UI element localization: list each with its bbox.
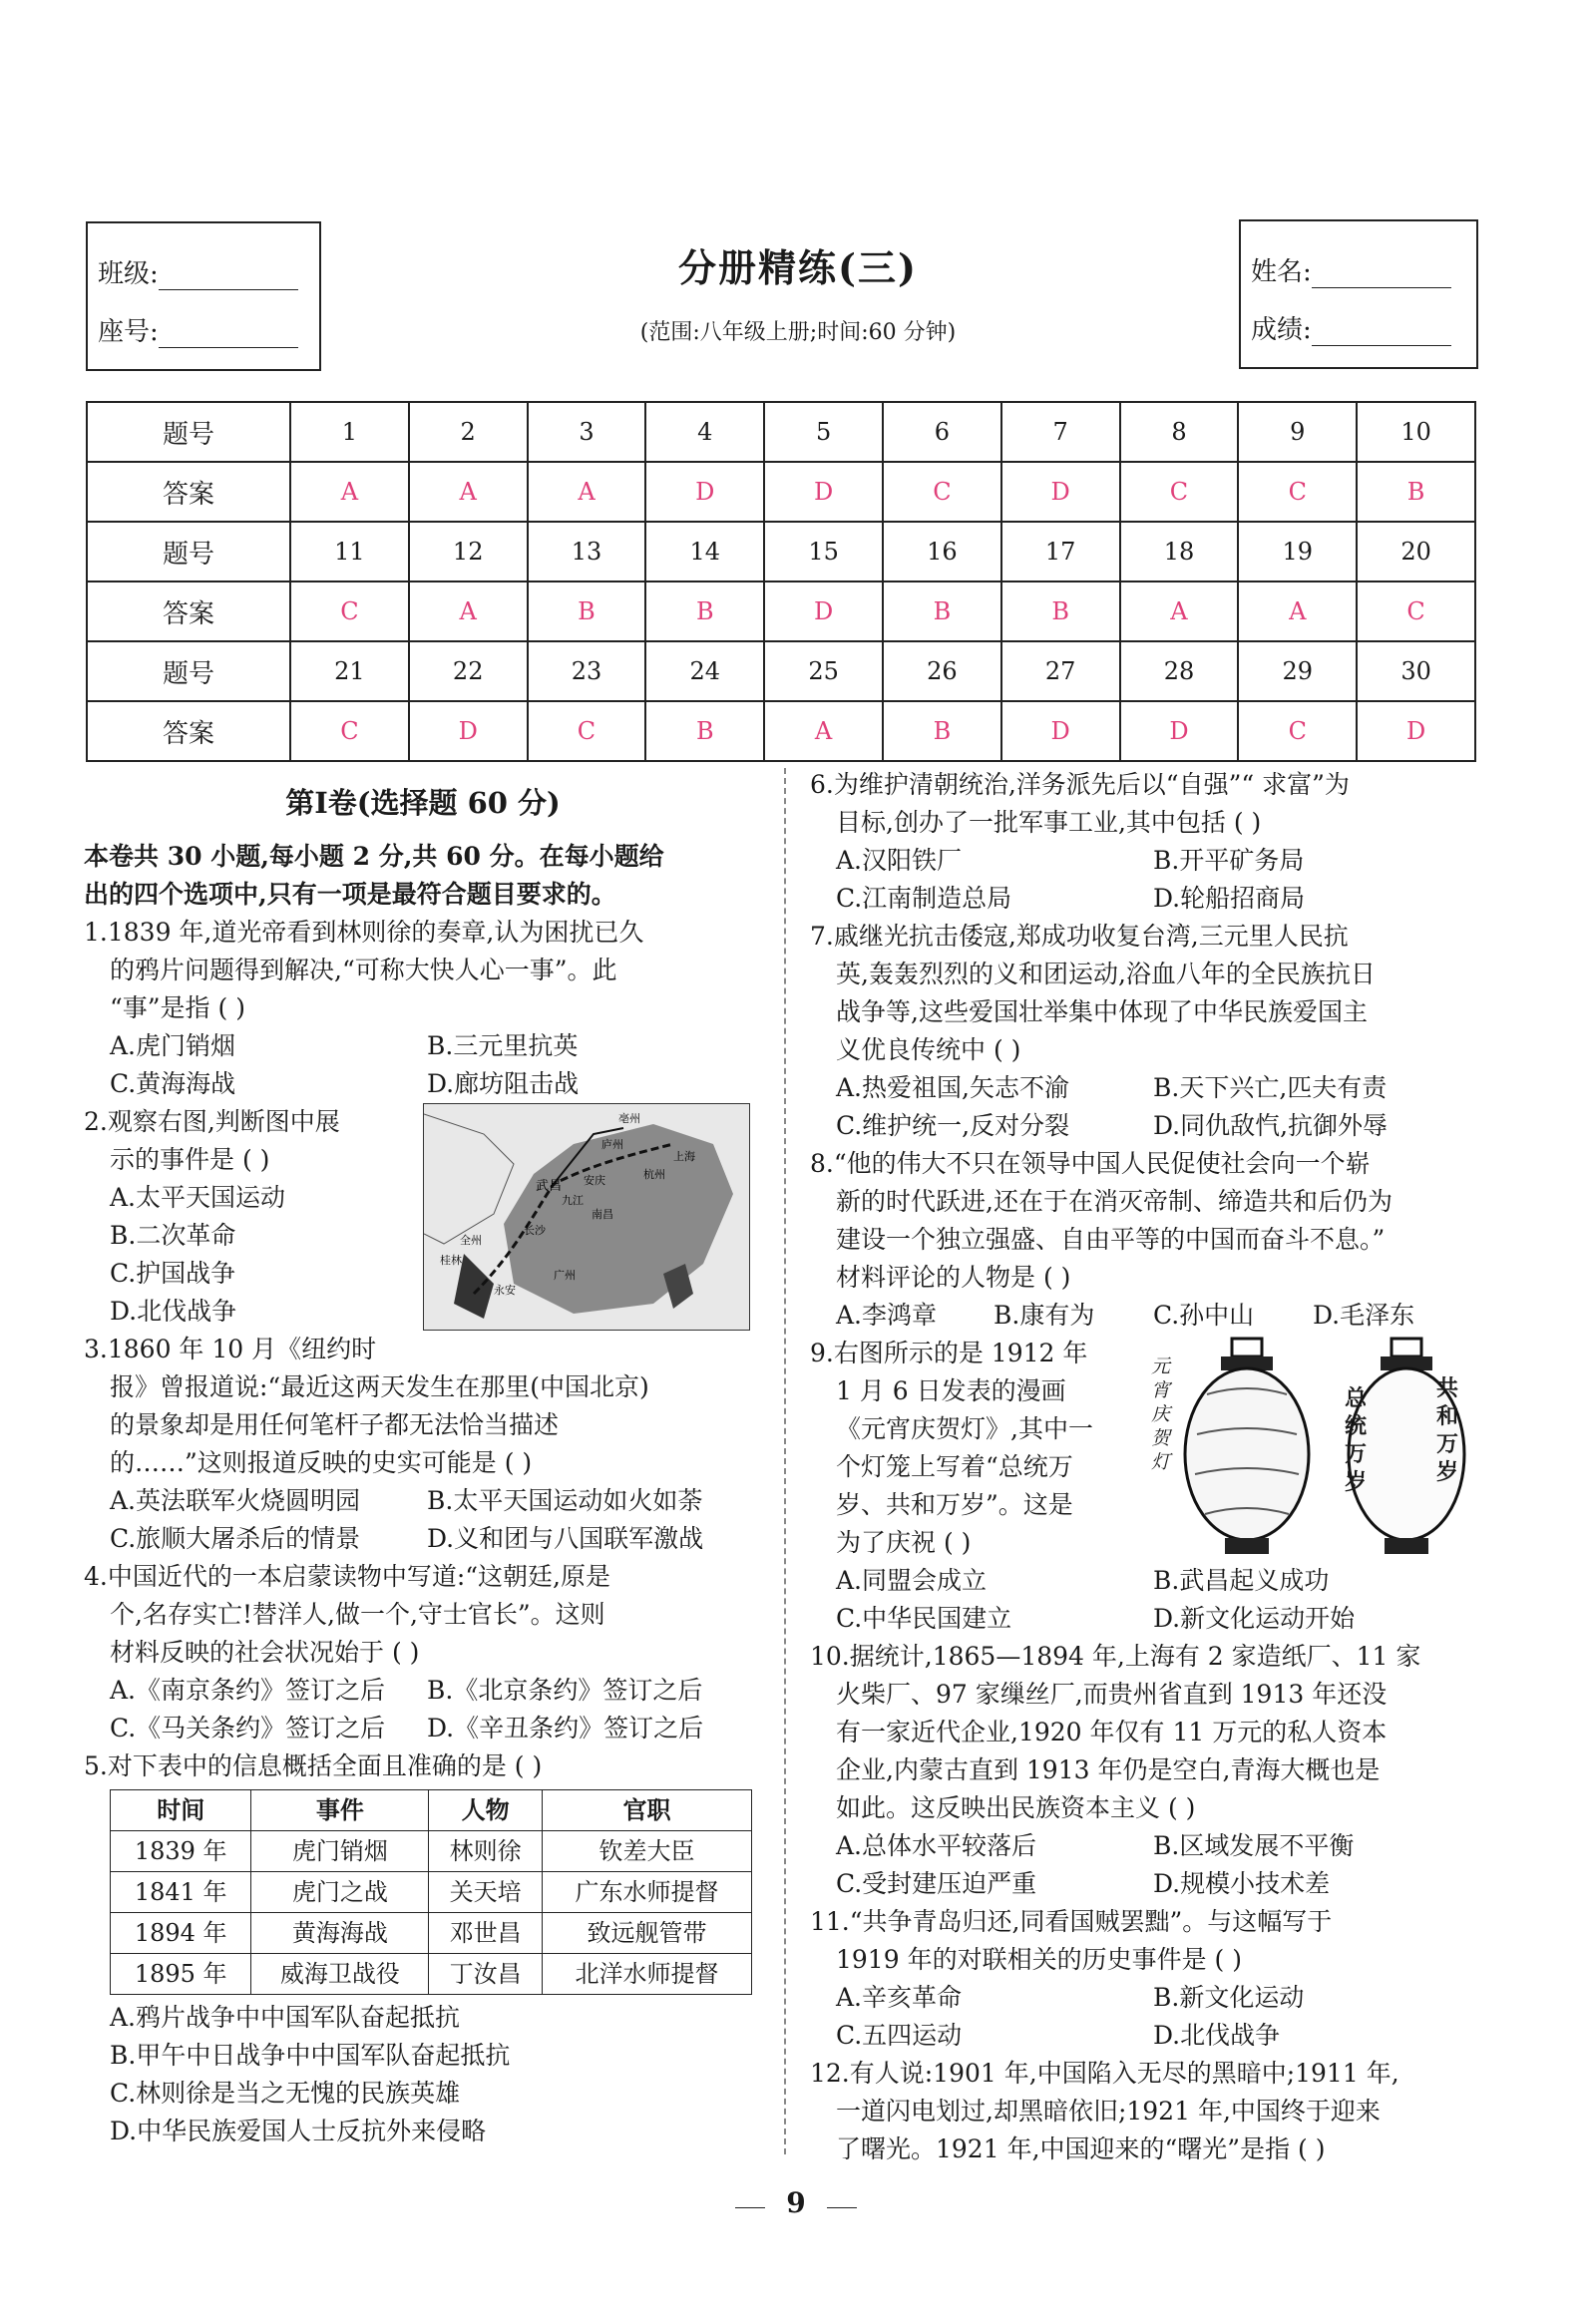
q5-cell: 林则徐: [429, 1831, 543, 1872]
table-row: [87, 701, 1475, 761]
q9-option-d[interactable]: D.新文化运动开始: [1153, 1604, 1356, 1633]
q3-option-c[interactable]: C.旅顺大屠杀后的情景: [110, 1524, 361, 1553]
answer-cell: A: [1238, 581, 1357, 641]
map-label: 安庆: [584, 1174, 605, 1187]
question-3: [84, 1331, 762, 1558]
lantern-cartoon: [1147, 1335, 1476, 1560]
name-input-line[interactable]: [1312, 257, 1451, 288]
row-label-question-number: 题号: [87, 522, 290, 581]
answer-cell: A: [764, 701, 883, 761]
answer-cell: B: [645, 701, 764, 761]
question-number-cell: 28: [1120, 641, 1239, 701]
map-label: 长沙: [524, 1224, 546, 1237]
section-title: 第Ⅰ卷(选择题 60 分): [285, 786, 561, 820]
q5-line: 5.对下表中的信息概括全面且准确的是 ( ): [84, 1751, 543, 1780]
q7-option-c[interactable]: C.维护统一,反对分裂: [836, 1111, 1070, 1140]
answer-cell: C: [290, 581, 409, 641]
question-2: [84, 1103, 762, 1331]
q5-option-d[interactable]: D.中华民族爱国人士反抗外来侵略: [110, 2117, 487, 2145]
question-number-cell: 16: [883, 522, 1001, 581]
q8-line: 8.“他的伟大不只在领导中国人民促使社会向一个崭: [810, 1149, 1371, 1178]
q12-line: 一道闪电划过,却黑暗依旧;1921 年,中国终于迎来: [836, 2097, 1381, 2126]
q5-cell: 1841 年: [111, 1872, 251, 1913]
answer-cell: A: [528, 462, 646, 522]
question-number-cell: 10: [1357, 402, 1475, 462]
q10-option-a[interactable]: A.总体水平较落后: [836, 1831, 1037, 1860]
question-number-cell: 12: [409, 522, 528, 581]
answer-cell: C: [1357, 581, 1475, 641]
q9-line: 9.右图所示的是 1912 年: [810, 1339, 1088, 1367]
answer-cell: A: [409, 581, 528, 641]
q3-option-b[interactable]: B.太平天国运动如火如荼: [427, 1486, 703, 1515]
q7-line: 义优良传统中 ( ): [836, 1035, 1021, 1064]
answer-cell: C: [1120, 462, 1239, 522]
q5-cell: 1839 年: [111, 1831, 251, 1872]
name-field[interactable]: [1251, 251, 1451, 288]
q4-option-d[interactable]: D.《辛丑条约》签订之后: [427, 1714, 704, 1743]
q11-option-c[interactable]: C.五四运动: [836, 2021, 963, 2050]
q12-line: 12.有人说:1901 年,中国陷入无尽的黑暗中;1911 年,: [810, 2059, 1399, 2088]
q1-option-b[interactable]: B.三元里抗英: [427, 1031, 579, 1060]
question-number-cell: 24: [645, 641, 764, 701]
question-number-cell: 9: [1238, 402, 1357, 462]
q7-option-d[interactable]: D.同仇敌忾,抗御外辱: [1153, 1111, 1389, 1140]
q6-option-d[interactable]: D.轮船招商局: [1153, 884, 1306, 913]
map-label: 上海: [673, 1150, 695, 1163]
answer-cell: C: [883, 462, 1001, 522]
q11-option-a[interactable]: A.辛亥革命: [836, 1983, 963, 2012]
answer-cell: B: [1357, 462, 1475, 522]
answer-cell: D: [1001, 701, 1120, 761]
q5-cell: 邓世昌: [429, 1913, 543, 1954]
question-6: [810, 766, 1488, 918]
map-label: 永安: [494, 1284, 516, 1297]
question-number-cell: 13: [528, 522, 646, 581]
q5-cell: 致远舰管带: [542, 1913, 751, 1954]
q12-line: 了曙光。1921 年,中国迎来的“曙光”是指 ( ): [836, 2134, 1326, 2163]
q6-option-b[interactable]: B.开平矿务局: [1153, 846, 1305, 875]
row-label-answer: 答案: [87, 701, 290, 761]
answer-cell: B: [645, 581, 764, 641]
q6-line: 目标,创办了一批军事工业,其中包括 ( ): [836, 808, 1262, 837]
q2-option-c[interactable]: C.护国战争: [110, 1259, 236, 1288]
q10-line: 有一家近代企业,1920 年仅有 11 万元的私人资本: [836, 1718, 1388, 1746]
seat-label: 座号:: [98, 317, 159, 347]
q5-info-table: [110, 1789, 752, 1995]
answer-table: [86, 401, 1476, 762]
question-number-cell: 11: [290, 522, 409, 581]
q5-cell: 北洋水师提督: [542, 1954, 751, 1995]
q5-table-header: 事件: [251, 1790, 429, 1831]
question-8: [810, 1145, 1488, 1335]
q5-table-header: 时间: [111, 1790, 251, 1831]
answer-cell: D: [1357, 701, 1475, 761]
section-intro-1: 本卷共 30 小题,每小题 2 分,共 60 分。在每小题给: [84, 842, 664, 871]
cartoon-caption: 元宵庆贺灯: [1151, 1356, 1171, 1473]
q5-table-header: 官职: [542, 1790, 751, 1831]
q7-line: 英,轰轰烈烈的义和团运动,浴血八年的全民族抗日: [836, 960, 1376, 988]
table-row: [87, 462, 1475, 522]
q1-line: 的鸦片问题得到解决,“可称大快人心一事”。此: [110, 956, 617, 984]
q8-line: 建设一个独立强盛、自由平等的中国而奋斗不息。”: [836, 1225, 1386, 1254]
question-11: [810, 1903, 1488, 2055]
q10-line: 企业,内蒙古直到 1913 年仍是空白,青海大概也是: [836, 1755, 1381, 1784]
q5-cell: 关天培: [429, 1872, 543, 1913]
q10-option-d[interactable]: D.规模小技术差: [1153, 1869, 1331, 1898]
q9-line: 岁、共和万岁”。这是: [836, 1490, 1073, 1519]
answer-cell: B: [528, 581, 646, 641]
q8-option-c[interactable]: C.孙中山: [1153, 1301, 1255, 1330]
section-intro-2: 出的四个选项中,只有一项是最符合题目要求的。: [84, 880, 616, 909]
q10-option-c[interactable]: C.受封建压迫严重: [836, 1869, 1037, 1898]
table-row: [87, 581, 1475, 641]
map-label: 武昌: [536, 1179, 563, 1194]
answer-cell: D: [645, 462, 764, 522]
q11-line: 11.“共争青岛归还,同看国贼罢黜”。与这幅写于: [810, 1907, 1333, 1936]
q5-option-a[interactable]: A.鸦片战争中中国军队奋起抵抗: [110, 2003, 461, 2032]
answer-cell: C: [1238, 701, 1357, 761]
question-number-cell: 18: [1120, 522, 1239, 581]
question-number-cell: 2: [409, 402, 528, 462]
answer-cell: D: [764, 462, 883, 522]
q9-line: 《元宵庆贺灯》,其中一: [836, 1414, 1093, 1443]
question-5: [84, 1747, 762, 2150]
table-row: [111, 1913, 752, 1954]
answer-cell: A: [1120, 581, 1239, 641]
question-number-cell: 6: [883, 402, 1001, 462]
q9-option-b[interactable]: B.武昌起义成功: [1153, 1566, 1330, 1595]
table-row: [87, 522, 1475, 581]
q10-line: 如此。这反映出民族资本主义 ( ): [836, 1793, 1196, 1822]
table-row: [111, 1872, 752, 1913]
question-number-cell: 15: [764, 522, 883, 581]
q10-line: 火柴厂、97 家缫丝厂,而贵州省直到 1913 年还没: [836, 1680, 1388, 1709]
q2-line: 2.观察右图,判断图中展: [84, 1107, 340, 1136]
map-label: 亳州: [618, 1112, 640, 1125]
score-label: 成绩:: [1251, 315, 1312, 345]
q3-line: 报》曾报道说:“最近这两天发生在那里(中国北京): [110, 1372, 649, 1401]
footer-dash: [827, 2207, 857, 2208]
answer-cell: C: [1238, 462, 1357, 522]
q3-line: 的……”这则报道反映的史实可能是 ( ): [110, 1448, 533, 1477]
table-row: [87, 641, 1475, 701]
q9-line: 1 月 6 日发表的漫画: [836, 1376, 1066, 1405]
table-row: [111, 1831, 752, 1872]
map-label: 九江: [562, 1194, 584, 1207]
q4-option-b[interactable]: B.《北京条约》签订之后: [427, 1676, 703, 1705]
question-number-cell: 30: [1357, 641, 1475, 701]
q8-line: 新的时代跃进,还在于在消灭帝制、缔造共和后仍为: [836, 1187, 1393, 1216]
question-number-cell: 3: [528, 402, 646, 462]
seat-field[interactable]: [98, 311, 298, 348]
q7-line: 7.戚继光抗击倭寇,郑成功收复台湾,三元里人民抗: [810, 922, 1349, 951]
q9-option-c[interactable]: C.中华民国建立: [836, 1604, 1012, 1633]
page-footer: [0, 2186, 1592, 2219]
q8-option-b[interactable]: B.康有为: [994, 1301, 1095, 1330]
answer-cell: C: [528, 701, 646, 761]
q2-line: 示的事件是 ( ): [110, 1145, 270, 1174]
map-label: 全州: [460, 1234, 482, 1247]
q3-line: 3.1860 年 10 月《纽约时: [84, 1335, 377, 1363]
answer-cell: D: [1120, 701, 1239, 761]
q4-line: 个,名存实亡!替洋人,做一个,守士官长”。这则: [110, 1600, 605, 1629]
question-number-cell: 8: [1120, 402, 1239, 462]
row-label-question-number: 题号: [87, 402, 290, 462]
question-9: [810, 1335, 1488, 1638]
q8-option-a[interactable]: A.李鸿章: [836, 1301, 938, 1330]
q3-option-a[interactable]: A.英法联军火烧圆明园: [110, 1486, 361, 1515]
answer-cell: D: [1001, 462, 1120, 522]
q4-option-c[interactable]: C.《马关条约》签订之后: [110, 1714, 386, 1743]
answer-cell: A: [290, 462, 409, 522]
question-number-cell: 4: [645, 402, 764, 462]
score-input-line[interactable]: [1312, 315, 1451, 346]
answer-cell: D: [409, 701, 528, 761]
question-number-cell: 17: [1001, 522, 1120, 581]
q6-option-a[interactable]: A.汉阳铁厂: [836, 846, 963, 875]
map-label: 庐州: [601, 1138, 623, 1151]
question-number-cell: 25: [764, 641, 883, 701]
q7-line: 战争等,这些爱国壮举集中体现了中华民族爱国主: [836, 997, 1368, 1026]
q2-option-a[interactable]: A.太平天国运动: [110, 1183, 286, 1212]
q10-line: 10.据统计,1865—1894 年,上海有 2 家造纸厂、11 家: [810, 1642, 1421, 1671]
lantern-right-text: 共和万岁: [1436, 1375, 1459, 1485]
question-number-cell: 5: [764, 402, 883, 462]
question-7: [810, 918, 1488, 1145]
class-label: 班级:: [98, 259, 159, 289]
table-row: [111, 1954, 752, 1995]
question-number-cell: 22: [409, 641, 528, 701]
q11-line: 1919 年的对联相关的历史事件是 ( ): [836, 1945, 1242, 1974]
q1-option-c[interactable]: C.黄海海战: [110, 1069, 236, 1098]
q3-option-d[interactable]: D.义和团与八国联军激战: [427, 1524, 704, 1553]
q1-option-a[interactable]: A.虎门销烟: [110, 1031, 236, 1060]
question-number-cell: 19: [1238, 522, 1357, 581]
q5-option-b[interactable]: B.甲午中日战争中中国军队奋起抵抗: [110, 2041, 511, 2070]
question-1: [84, 914, 762, 1103]
question-number-cell: 21: [290, 641, 409, 701]
table-row: [87, 402, 1475, 462]
page-number: 9: [786, 2186, 806, 2219]
map-label: 广州: [554, 1269, 576, 1282]
question-number-cell: 20: [1357, 522, 1475, 581]
right-column: [810, 766, 1488, 2168]
name-score-box: [1239, 219, 1478, 369]
map-label: 杭州: [643, 1168, 665, 1181]
q5-cell: 黄海海战: [251, 1913, 429, 1954]
q5-cell: 虎门销烟: [251, 1831, 429, 1872]
q1-line: “事”是指 ( ): [110, 993, 245, 1022]
class-input-line[interactable]: [159, 259, 298, 290]
question-4: [84, 1558, 762, 1747]
q11-option-b[interactable]: B.新文化运动: [1153, 1983, 1305, 2012]
q9-option-a[interactable]: A.同盟会成立: [836, 1566, 988, 1595]
answer-cell: D: [764, 581, 883, 641]
score-field[interactable]: [1251, 309, 1451, 346]
q6-line: 6.为维护清朝统治,洋务派先后以“自强”“ 求富”为: [810, 770, 1350, 799]
left-column: [84, 784, 762, 2150]
q4-line: 材料反映的社会状况始于 ( ): [110, 1638, 420, 1667]
q9-line: 个灯笼上写着“总统万: [836, 1452, 1073, 1481]
class-seat-box: [86, 221, 321, 371]
q10-option-b[interactable]: B.区域发展不平衡: [1153, 1831, 1355, 1860]
q1-line: 1.1839 年,道光帝看到林则徐的奏章,认为困扰已久: [84, 918, 644, 947]
question-number-cell: 23: [528, 641, 646, 701]
question-number-cell: 7: [1001, 402, 1120, 462]
page-subtitle: (范围:八年级上册;时间:60 分钟): [639, 320, 957, 345]
q4-line: 4.中国近代的一本启蒙读物中写道:“这朝廷,原是: [84, 1562, 611, 1591]
question-number-cell: 26: [883, 641, 1001, 701]
row-label-question-number: 题号: [87, 641, 290, 701]
lantern-left-icon: [1177, 1335, 1317, 1560]
q5-cell: 威海卫战役: [251, 1954, 429, 1995]
q7-option-a[interactable]: A.热爱祖国,矢志不渝: [836, 1073, 1069, 1102]
q3-line: 的景象却是用任何笔杆子都无法恰当描述: [110, 1410, 560, 1439]
answer-cell: B: [883, 581, 1001, 641]
lantern-left-text: 总统万岁: [1345, 1385, 1368, 1495]
q4-option-a[interactable]: A.《南京条约》签订之后: [110, 1676, 386, 1705]
q5-cell: 1895 年: [111, 1954, 251, 1995]
map-label: 南昌: [592, 1208, 613, 1221]
footer-dash: [735, 2207, 765, 2208]
page-title: 分册精练(三): [678, 245, 918, 290]
answer-cell: A: [409, 462, 528, 522]
answer-cell: B: [883, 701, 1001, 761]
question-number-cell: 29: [1238, 641, 1357, 701]
q5-cell: 钦差大臣: [542, 1831, 751, 1872]
q7-option-b[interactable]: B.天下兴亡,匹夫有责: [1153, 1073, 1388, 1102]
name-label: 姓名:: [1251, 257, 1312, 287]
q6-option-c[interactable]: C.江南制造总局: [836, 884, 1012, 913]
row-label-answer: 答案: [87, 462, 290, 522]
question-number-cell: 1: [290, 402, 409, 462]
q5-cell: 丁汝昌: [429, 1954, 543, 1995]
map-label: 桂林: [440, 1254, 462, 1267]
q5-cell: 广东水师提督: [542, 1872, 751, 1913]
column-divider: [784, 768, 786, 2154]
question-10: [810, 1638, 1488, 1903]
q8-line: 材料评论的人物是 ( ): [836, 1263, 1071, 1292]
seat-input-line[interactable]: [159, 317, 298, 348]
question-12: [810, 2055, 1488, 2168]
q5-table-header: 人物: [429, 1790, 543, 1831]
q5-cell: 虎门之战: [251, 1872, 429, 1913]
q11-option-d[interactable]: D.北伐战争: [1153, 2021, 1281, 2050]
q8-option-d[interactable]: D.毛泽东: [1313, 1301, 1415, 1330]
q5-cell: 1894 年: [111, 1913, 251, 1954]
q9-line: 为了庆祝 ( ): [836, 1528, 972, 1557]
q5-option-c[interactable]: C.林则徐是当之无愧的民族英雄: [110, 2079, 461, 2108]
answer-cell: C: [290, 701, 409, 761]
row-label-answer: 答案: [87, 581, 290, 641]
answer-cell: B: [1001, 581, 1120, 641]
taiping-route-map: [423, 1103, 750, 1331]
question-number-cell: 14: [645, 522, 764, 581]
question-number-cell: 27: [1001, 641, 1120, 701]
class-field[interactable]: [98, 253, 298, 290]
q2-option-b[interactable]: B.二次革命: [110, 1221, 236, 1250]
q1-option-d[interactable]: D.廊坊阻击战: [427, 1069, 580, 1098]
q2-option-d[interactable]: D.北伐战争: [110, 1297, 237, 1326]
